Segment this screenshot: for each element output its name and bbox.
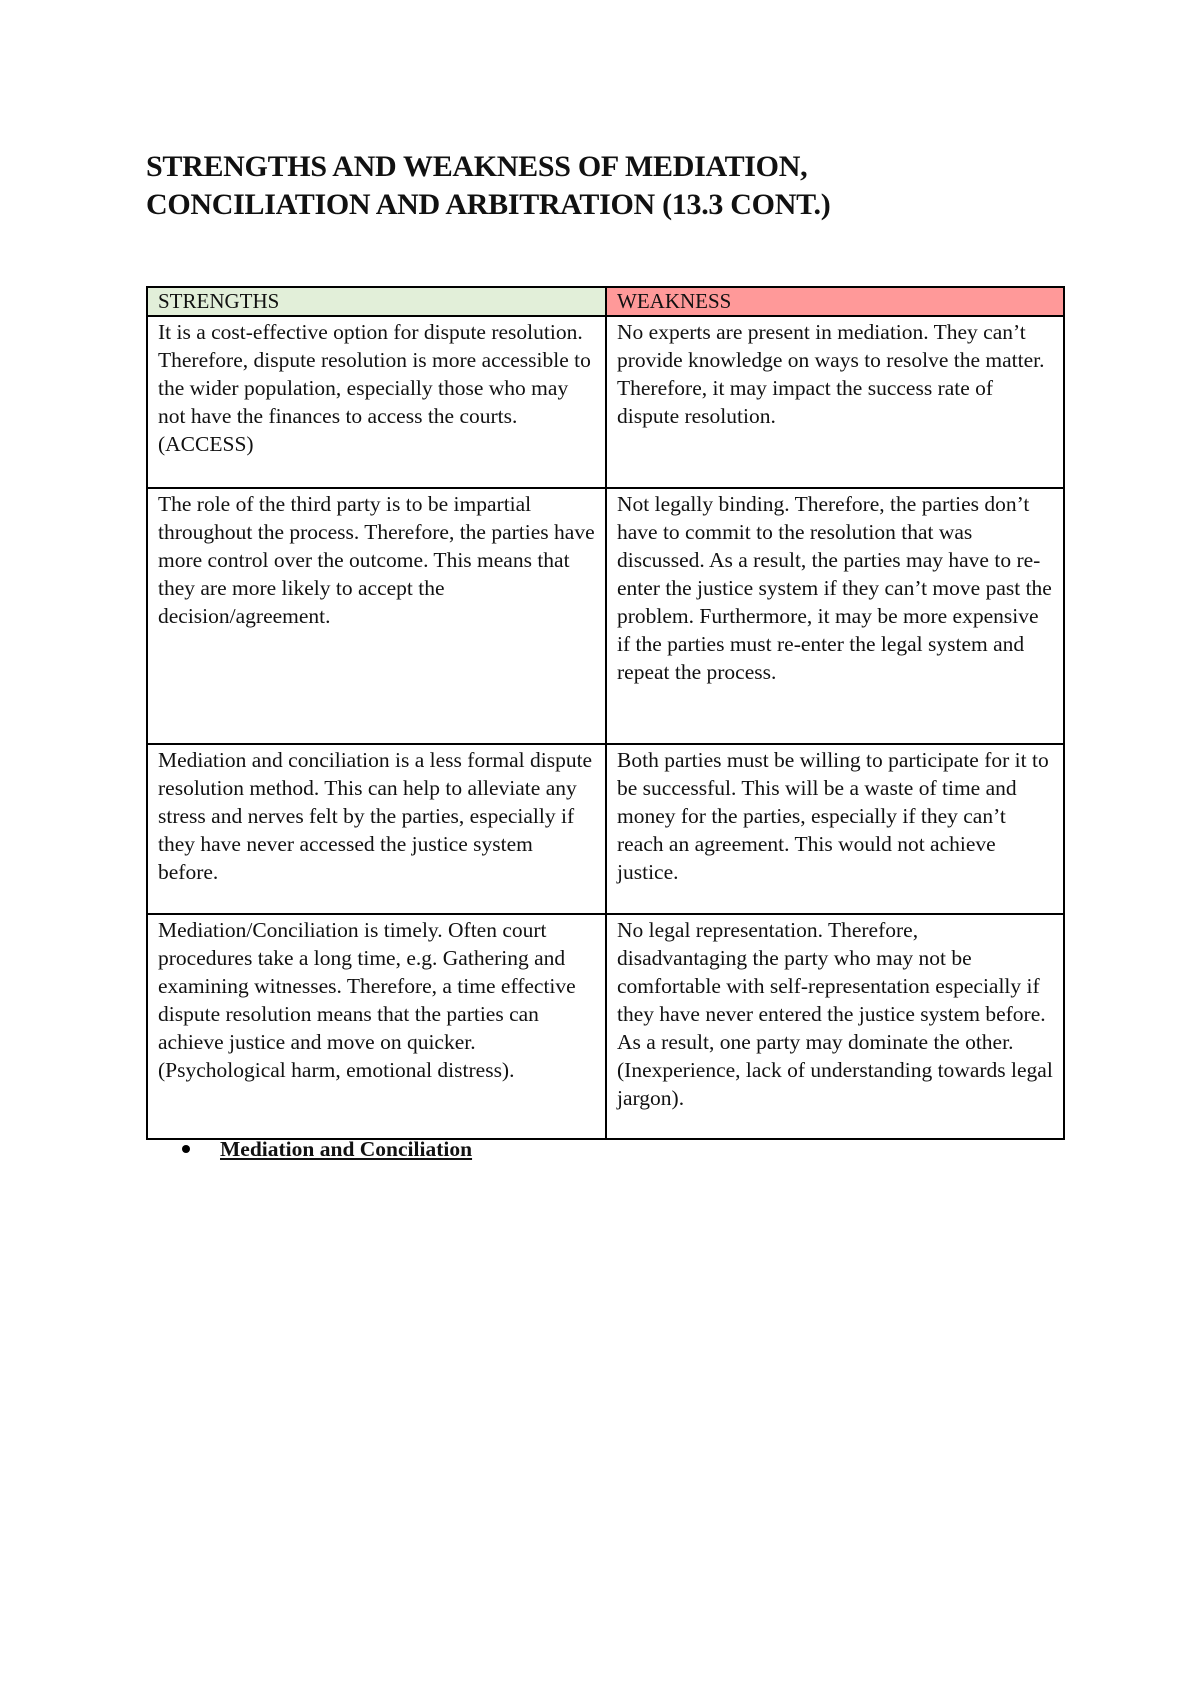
table-row (147, 914, 1064, 1139)
page-title-line-1: STRENGTHS AND WEAKNESS OF MEDIATION, (146, 150, 808, 183)
strength-cell: It is a cost-effective option for dispute resolution. Therefore, dispute resolution is more accessible to the wider population, especially those who may not have the finances to access the courts. (ACCESS) (147, 316, 606, 488)
table-row (147, 744, 1064, 914)
bullet-text: Mediation and Conciliation (220, 1137, 473, 1161)
bullet-icon (182, 1145, 190, 1153)
page-title-line-2: CONCILIATION AND ARBITRATION (13.3 CONT.) (146, 188, 831, 221)
weakness-cell: No legal representation. Therefore, disadvantaging the party who may not be comfortable with self-representation especially if they have never entered the justice system before. As a result, one party may dominate the other. (Inexperience, lack of understanding towards legal jargon). (606, 914, 1064, 1139)
strength-cell: Mediation/Conciliation is timely. Often court procedures take a long time, e.g. Gathering and examining witnesses. Therefore, a time effective dispute resolution means that the parties can achieve justice and move on quicker. (Psychological harm, emotional distress). (147, 914, 606, 1139)
bullet-list-item (182, 1135, 472, 1163)
table-header-row (147, 287, 1064, 316)
weakness-cell: No experts are present in mediation. They can’t provide knowledge on ways to resolve the matter. Therefore, it may impact the success rate of dispute resolution. (606, 316, 1064, 488)
weakness-header: WEAKNESS (606, 287, 1064, 316)
strengths-header: STRENGTHS (147, 287, 606, 316)
weakness-cell: Not legally binding. Therefore, the parties don’t have to commit to the resolution that was discussed. As a result, the parties may have to re-enter the justice system if they can’t move past the problem. Furthermore, it may be more expensive if the parties must re-enter the legal system and repeat the process. (606, 488, 1064, 744)
table-row (147, 316, 1064, 488)
weakness-cell: Both parties must be willing to participate for it to be successful. This will be a waste of time and money for the parties, especially if they can’t reach an agreement. This would not achieve justice. (606, 744, 1064, 914)
table-row (147, 488, 1064, 744)
strengths-weakness-table (146, 286, 1065, 1140)
page-title (146, 148, 1096, 224)
strength-cell: The role of the third party is to be impartial throughout the process. Therefore, the parties have more control over the outcome. This means that they are more likely to accept the decision/agreement. (147, 488, 606, 744)
strength-cell: Mediation and conciliation is a less formal dispute resolution method. This can help to alleviate any stress and nerves felt by the parties, especially if they have never accessed the justice system before. (147, 744, 606, 914)
